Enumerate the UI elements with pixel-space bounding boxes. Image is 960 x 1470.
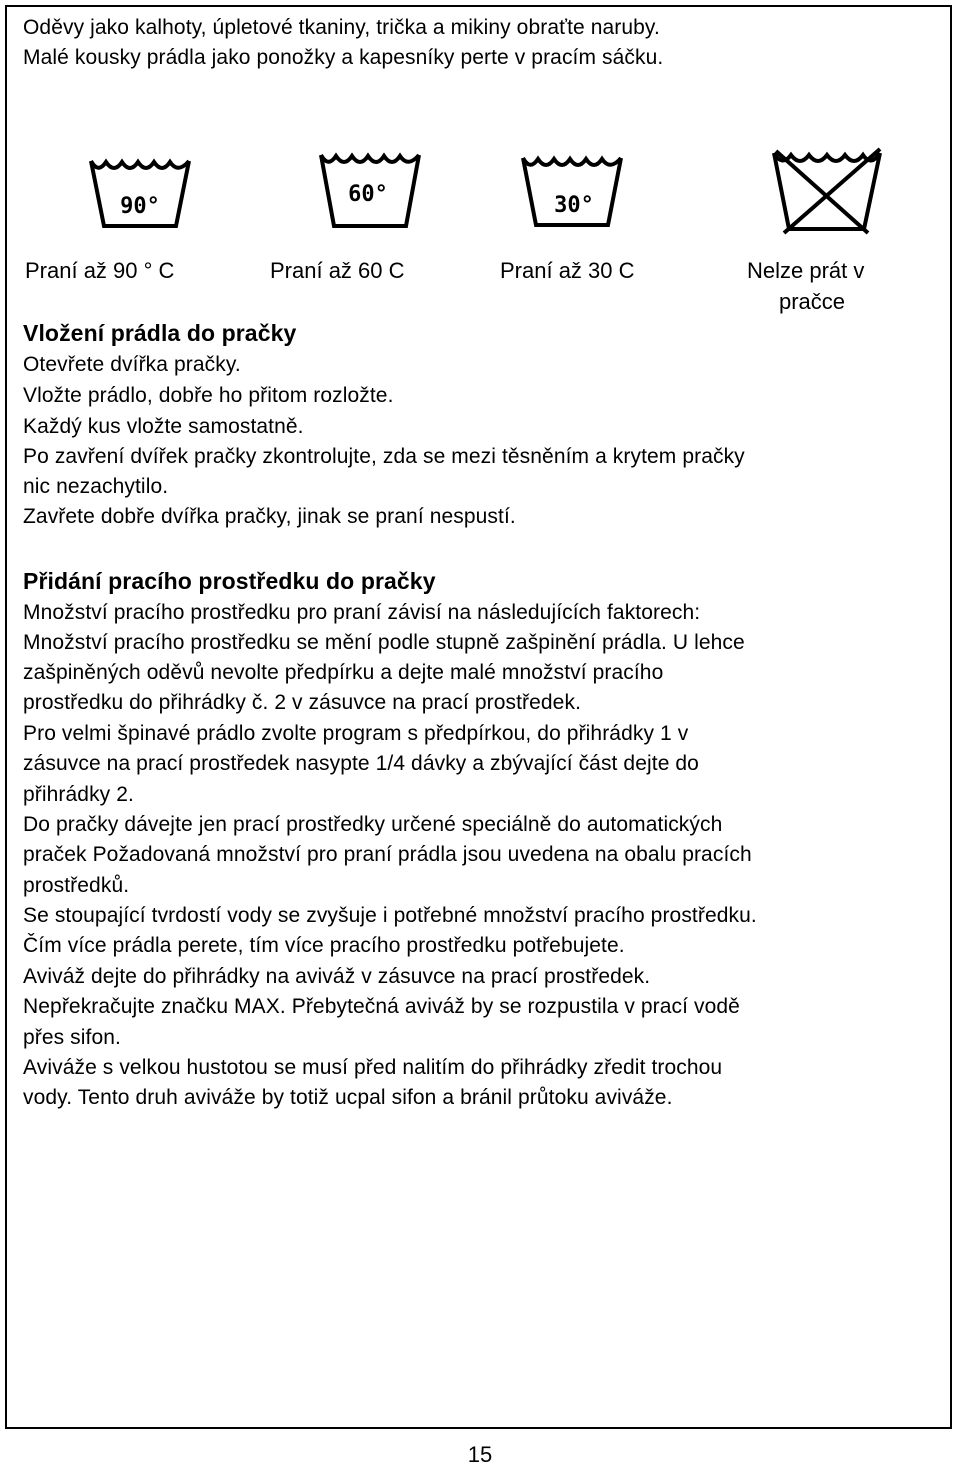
loading-line-6: Zavřete dobře dvířka pračky, jinak se praní nespustí. (23, 505, 516, 528)
detergent-line-7: přihrádky 2. (23, 783, 134, 806)
detergent-line-14: Nepřekračujte značku MAX. Přebytečná aviváž by se rozpustila v prací vodě (23, 995, 740, 1018)
detergent-line-13: Aviváž dejte do přihrádky na aviváž v zásuvce na prací prostředek. (23, 965, 651, 988)
loading-line-5: nic nezachytilo. (23, 475, 169, 498)
loading-line-4: Po zavření dvířek pračky zkontrolujte, zda se mezi těsněním a krytem pračky (23, 445, 745, 468)
loading-line-3: Každý kus vložte samostatně. (23, 415, 304, 438)
detergent-heading: Přidání pracího prostředku do pračky (23, 568, 436, 594)
detergent-line-8: Do pračky dávejte jen prací prostředky určené speciálně do automatických (23, 813, 723, 836)
wash-90-label: Praní až 90 ° C (25, 258, 175, 283)
wash-60-temp: 60° (348, 182, 388, 207)
detergent-line-3: zašpiněných oděvů nevolte předpírku a dejte malé množství pracího (23, 661, 664, 684)
detergent-line-6: zásuvce na prací prostředek nasypte 1/4 dávky a zbývající část dejte do (23, 752, 699, 775)
intro-line-1: Oděvy jako kalhoty, úpletové tkaniny, trička a mikiny obraťte naruby. (23, 16, 660, 39)
detergent-line-2: Množství pracího prostředku se mění podle stupně zašpinění prádla. U lehce (23, 631, 745, 654)
wash-90-icon (88, 158, 192, 230)
intro-line-2: Malé kousky prádla jako ponožky a kapesníky perte v pracím sáčku. (23, 46, 664, 69)
detergent-line-5: Pro velmi špinavé prádlo zvolte program s předpírkou, do přihrádky 1 v (23, 722, 689, 745)
detergent-line-11: Se stoupající tvrdostí vody se zvyšuje i potřebné množství pracího prostředku. (23, 904, 757, 927)
wash-30-icon (520, 155, 624, 229)
wash-30-temp: 30° (554, 193, 594, 218)
detergent-line-17: vody. Tento druh aviváže by totiž ucpal sifon a bránil průtoku aviváže. (23, 1086, 673, 1109)
wash-90-temp: 90° (120, 194, 160, 219)
detergent-line-4: prostředku do přihrádky č. 2 v zásuvce na prací prostředek. (23, 691, 582, 714)
detergent-line-1: Množství pracího prostředku pro praní závisí na následujících faktorech: (23, 601, 701, 624)
page-number: 15 (467, 1442, 493, 1467)
no-wash-label-line1: Nelze prát v (747, 258, 865, 283)
no-wash-label-line2: pračce (779, 289, 846, 314)
detergent-line-12: Čím více prádla perete, tím více pracího prostředku potřebujete. (23, 934, 625, 957)
wash-60-icon (318, 152, 422, 230)
detergent-line-10: prostředků. (23, 874, 130, 897)
loading-line-1: Otevřete dvířka pračky. (23, 353, 241, 376)
detergent-line-16: Aviváže s velkou hustotou se musí před nalitím do přihrádky zředit trochou (23, 1056, 723, 1079)
wash-60-label: Praní až 60 C (270, 258, 405, 283)
detergent-line-15: přes sifon. (23, 1026, 121, 1049)
no-wash-icon (770, 147, 884, 235)
detergent-line-9: praček Požadovaná množství pro praní prádla jsou uvedena na obalu pracích (23, 843, 752, 866)
loading-line-2: Vložte prádlo, dobře ho přitom rozložte. (23, 384, 394, 407)
wash-30-label: Praní až 30 C (500, 258, 635, 283)
loading-heading: Vložení prádla do pračky (23, 320, 297, 346)
